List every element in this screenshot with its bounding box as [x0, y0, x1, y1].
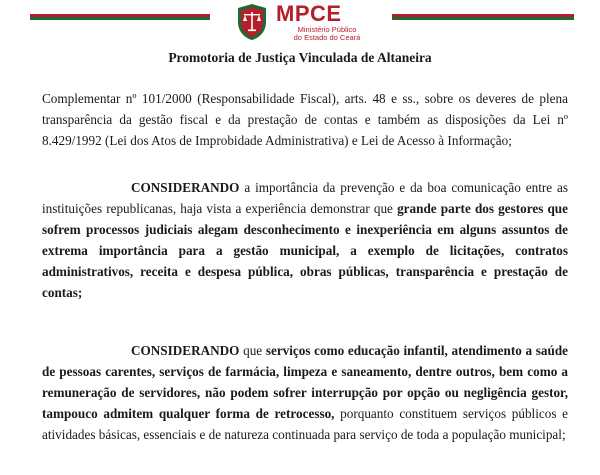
considerando-heading: CONSIDERANDO — [131, 180, 240, 195]
justice-scales-seal-icon — [232, 2, 272, 42]
document-title: Promotoria de Justiça Vinculada de Altaneira — [168, 50, 432, 65]
mpce-logo — [232, 2, 392, 42]
brand-subtitle-line1: Ministério Público — [297, 25, 357, 34]
paragraph-3 — [42, 340, 568, 445]
paragraph-3-text: que — [239, 343, 266, 358]
paragraph-1: Complementar nº 101/2000 (Responsabilidade Fiscal), arts. 48 e ss., sobre os deveres de plena transparência da gestão fiscal e da prestação de contas e também as disposições da Lei nº 8.429/1992 (Lei dos Atos de Improbidade Administrativa) e Lei de Acesso à Informação; — [42, 91, 568, 148]
header-band-right — [392, 14, 574, 20]
paragraph-2 — [42, 177, 568, 303]
header-band-left — [30, 14, 210, 20]
paragraph-2-emphasis: grande parte dos gestores que sofrem processos judiciais alegam desconhecimento e inexperiência em alguns assuntos de extrema importância para a gestão municipal, a exemplo de licitações, contratos administrativos, receita e despesa pública, obras públicas, transparência e prestação de contas; — [42, 201, 568, 300]
considerando-heading: CONSIDERANDO — [131, 343, 240, 358]
brand-name: MPCE — [276, 1, 342, 26]
paragraph-3-emphasis: serviços como educação infantil, atendimento a saúde de pessoas carentes, serviços de farmácia, limpeza e saneamento, dentre outros, bem como a remuneração de servidores, não podem sofrer interrupção por opção ou negligência gestor, tampouco admitem qualquer forma de retrocesso, — [42, 343, 569, 421]
paragraph-2-text: a importância da prevenção e da boa comunicação entre as instituições republicanas, haja vista a experiência demonstrar que — [42, 180, 568, 216]
brand-subtitle-line2: do Estado do Ceará — [293, 33, 361, 42]
paragraph-3-tail: porquanto constituem serviços públicos e atividades básicas, essenciais e de natureza continuada para serviço de toda a população municipal; — [42, 406, 568, 442]
